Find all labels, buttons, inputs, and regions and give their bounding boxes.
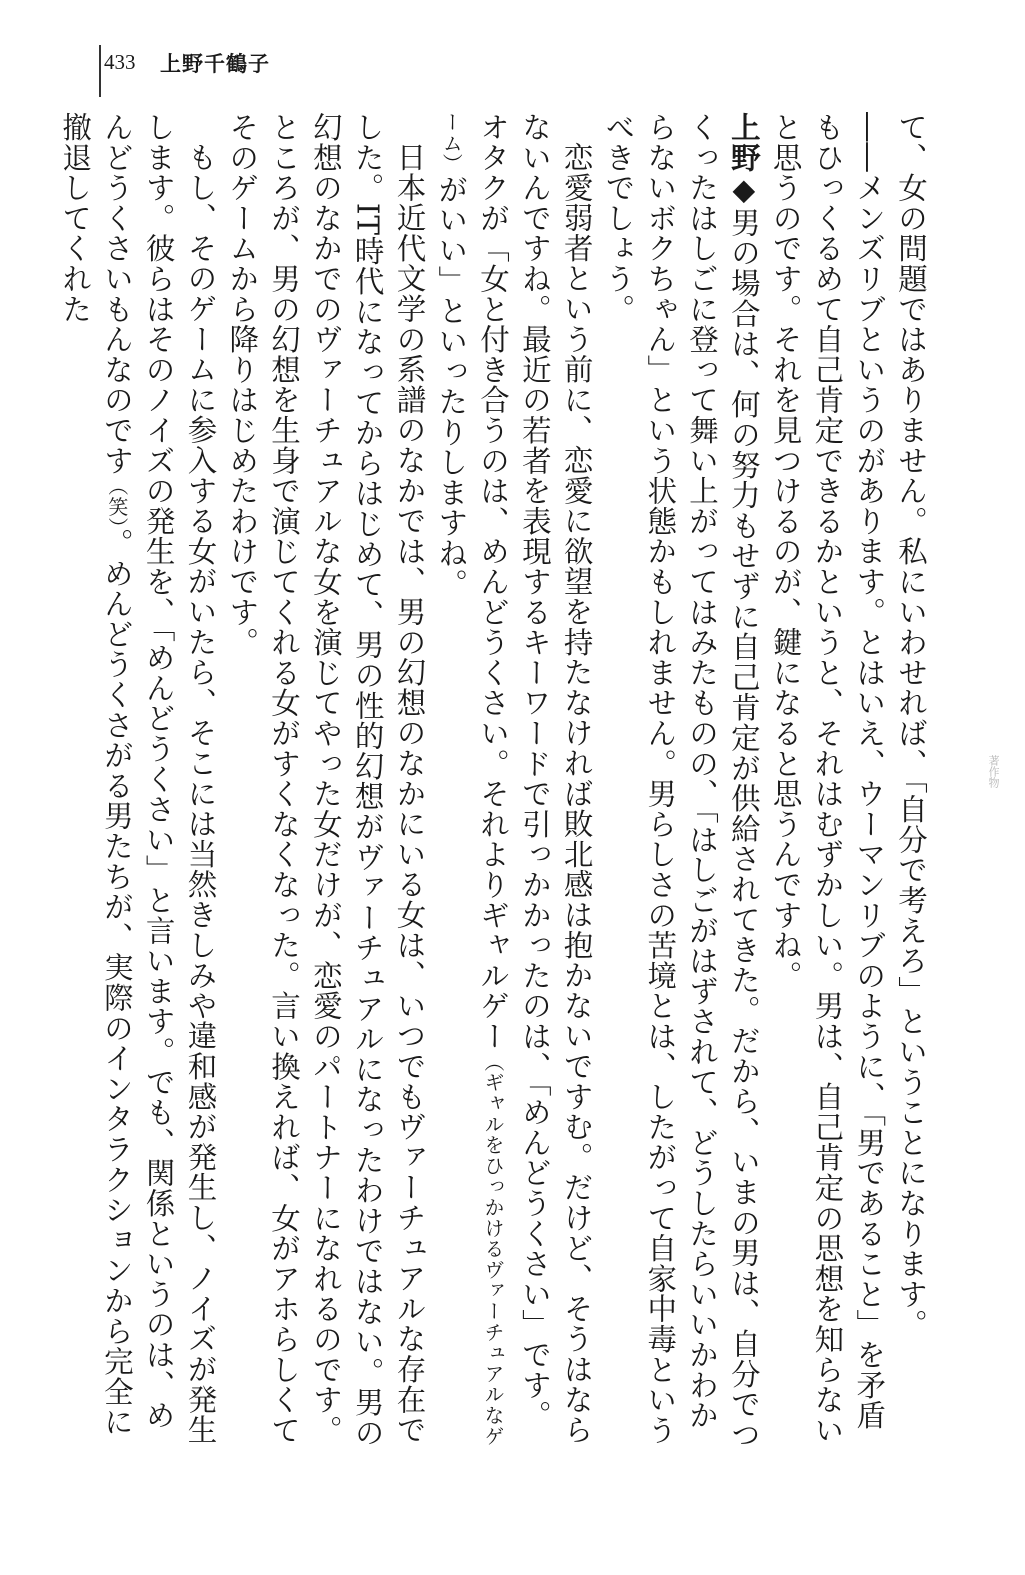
inline-note: （笑） [104, 475, 129, 529]
paragraph-text: 日本近代文学の系譜のなかでは、男の幻想のなかにいる女は、いつでもヴァーチュアルな存在でした。IT時代になってからはじめて、男の性的幻想がヴァーチュアルになったわけではない。男の幻想のなかでのヴァーチュアルな女を演じてやった女だけが、恋愛のパートナーになれるのです。ところが、男の幻想を生身で演じてくれる女がすくなくなった。言い換えれば、女がアホらしくてそのゲームから降りはじめたわけです。 [225, 112, 427, 1448]
paragraph [597, 112, 764, 1452]
author-name: 上野千鶴子 [160, 52, 270, 76]
paragraph-text: もし、そのゲームに参入する女がいたら、そこには当然きしみや違和感が発生し、ノイズが発生します。彼らはそのノイズの発生を、「めんどうくさい」と言います。でも、関係というのは、めんどうくさいもんなのです [99, 112, 218, 1445]
paragraph-text: 男の場合は、何の努力もせずに自己肯定が供給されてきた。だから、いまの男は、自分でつくったはしごに登って舞い上がってはみたものの、「はしごがはずされて、どうしたらいいかわからないボクちゃん」という状態かもしれません。男らしさの苦境とは、したがって自家中毒というべきでしょう。 [601, 112, 761, 1450]
body-text [58, 112, 931, 1452]
dash: ―― [852, 112, 887, 173]
paragraph-text: 。めんどうくさがる男たちが、実際のインタラクションから完全に撤退してくれた [58, 112, 134, 1438]
paragraph-text: メンズリブというのがあります。とはいえ、ウーマンリブのように、「男であること」を矛盾もひっくるめて自己肯定できるかというと、それはむずかしい。男は、自己肯定の思想を知らないと思うのです。それを見つけるのが、鍵になると思うんですね。 [768, 112, 887, 1446]
inline-note: （ギャルをひっかけるヴァーチュアルなゲーム） [439, 112, 506, 1447]
paragraph-text: 恋愛弱者という前に、恋愛に欲望を持たなければ敗北感は抱かないですむ。だけど、そうはならないんですね。最近の若者を表現するキーワードで引っかかったのは、「めんどうくさい」です。オタクが「女と付き合うのは、めんどうくさい。それよりギャルゲー [476, 112, 594, 1445]
header-rule [99, 45, 101, 97]
paragraph-text: がいい」といったりしますね。 [434, 174, 469, 599]
paragraph [764, 112, 889, 1452]
page-number: 433 [104, 50, 136, 74]
speaker-label: 上野◆ [726, 112, 761, 208]
paragraph [889, 112, 931, 1452]
margin-watermark: 著作物 [987, 755, 1000, 788]
paragraph-text: て、女の問題ではありません。私にいわせれば、「自分で考えろ」ということになります。 [894, 112, 928, 1340]
paragraph [429, 112, 596, 1452]
paragraph [220, 112, 429, 1452]
paragraph [53, 112, 220, 1452]
